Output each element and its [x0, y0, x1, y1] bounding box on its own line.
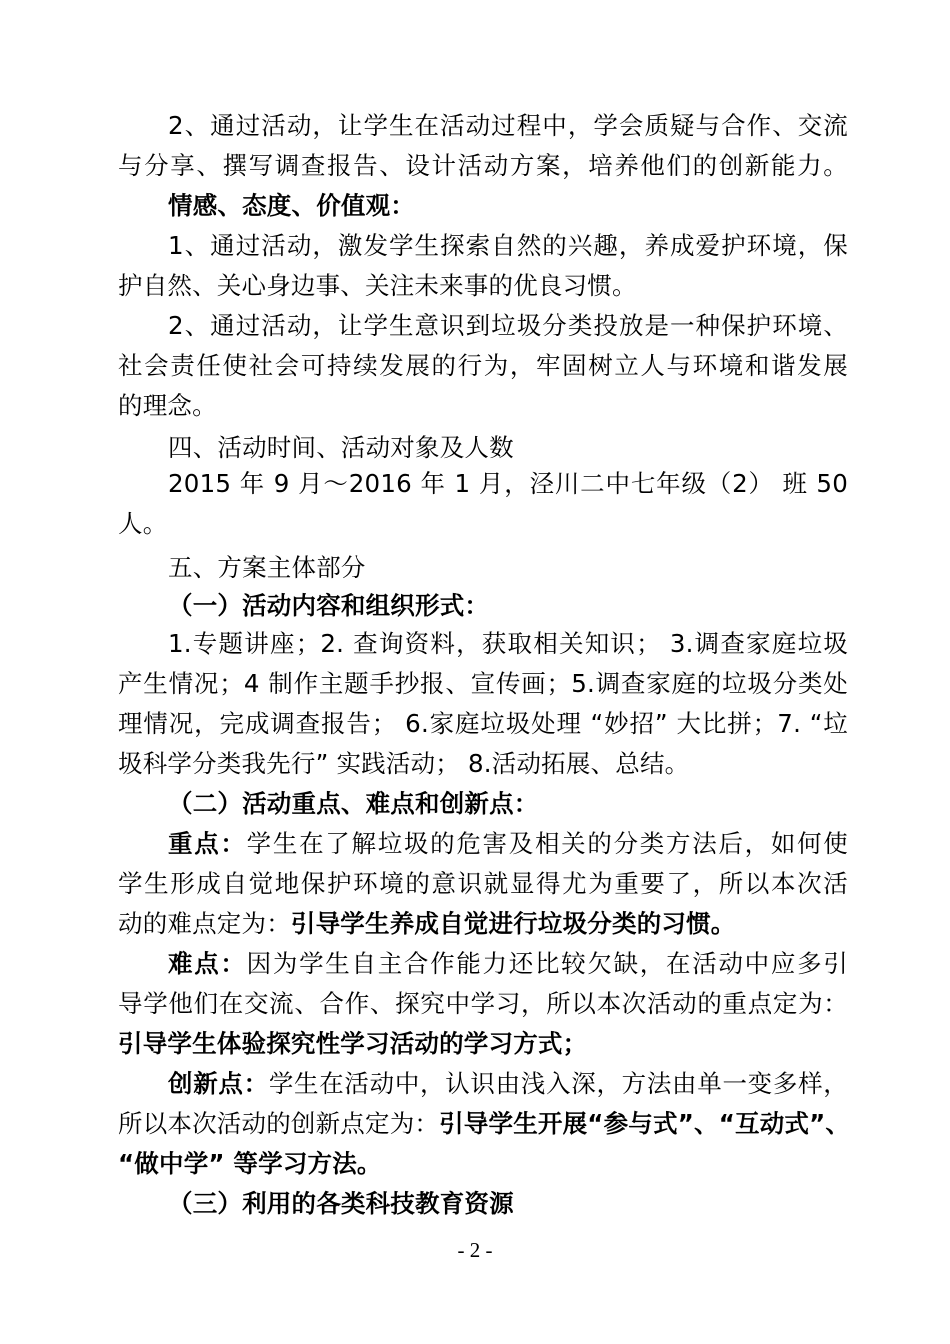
innovation-emphasis: 引导学生开展“参与式”、“互动式”、	[439, 1109, 851, 1138]
difficulty-emphasis: 引导学生养成自觉进行垃圾分类的习惯。	[290, 909, 736, 938]
paragraph-line: 引导学生体验探究性学习活动的学习方式；	[118, 1029, 588, 1058]
paragraph-line: 圾科学分类我先行” 实践活动； 8.活动拓展、总结。	[118, 749, 690, 778]
paragraph-line	[118, 904, 848, 944]
label-key-point: 重点：	[168, 829, 247, 858]
paragraph-line: 导学他们在交流、合作、探究中学习，所以本次活动的重点定为：	[118, 989, 848, 1018]
innovation-lead-text: 所以本次活动的创新点定为：	[118, 1109, 440, 1138]
paragraph-line: 社会责任使社会可持续发展的行为，牢固树立人与环境和谐发展	[118, 351, 848, 380]
subsection-heading: （三）利用的各类科技教育资源	[168, 1189, 514, 1218]
paragraph-line: 理情况，完成调查报告； 6.家庭垃圾处理 “妙招” 大比拼；7. “垃	[118, 709, 848, 738]
subsection-heading: （二）活动重点、难点和创新点：	[168, 789, 539, 818]
section-heading: 五、方案主体部分	[168, 553, 366, 582]
paragraph-line: 学生形成自觉地保护环境的意识就显得尤为重要了，所以本次活	[118, 869, 848, 898]
paragraph-line: 2、通过活动，让学生在活动过程中，学会质疑与合作、交流	[168, 111, 848, 140]
paragraph-line: 人。	[118, 509, 168, 538]
paragraph-line	[118, 1104, 851, 1144]
label-difficulty: 难点：	[168, 949, 247, 978]
paragraph-line	[168, 1064, 848, 1104]
page-number: - 2 -	[457, 1238, 493, 1262]
subsection-heading: （一）活动内容和组织形式：	[168, 591, 490, 620]
paragraph-line	[168, 824, 848, 864]
paragraph-line: 1.专题讲座；2. 查询资料，获取相关知识； 3.调查家庭垃圾	[168, 629, 848, 658]
paragraph-line: 1、通过活动，激发学生探索自然的兴趣，养成爱护环境，保	[168, 231, 848, 260]
label-innovation: 创新点：	[168, 1069, 269, 1098]
difficulty-text: 因为学生自主合作能力还比较欠缺，在活动中应多引	[246, 949, 848, 978]
section-heading: 情感、态度、价值观：	[168, 191, 415, 220]
difficulty-lead-text: 动的难点定为：	[118, 909, 291, 938]
paragraph-line	[168, 944, 848, 984]
paragraph-line: 与分享、撰写调查报告、设计活动方案，培养他们的创新能力。	[118, 151, 848, 180]
innovation-text: 学生在活动中，认识由浅入深，方法由单一变多样，	[268, 1069, 848, 1098]
key-point-text: 学生在了解垃圾的危害及相关的分类方法后，如何使	[246, 829, 848, 858]
paragraph-line: 的理念。	[118, 391, 217, 420]
paragraph-line: 2、通过活动，让学生意识到垃圾分类投放是一种保护环境、	[168, 311, 848, 340]
paragraph-line: 产生情况；4 制作主题手抄报、宣传画；5.调查家庭的垃圾分类处	[118, 669, 848, 698]
paragraph-line: 护自然、关心身边事、关注未来事的优良习惯。	[118, 271, 637, 300]
paragraph-line: “做中学” 等学习方法。	[118, 1149, 382, 1178]
paragraph-line: 2015 年 9 月～2016 年 1 月，泾川二中七年级（2） 班 50	[168, 469, 848, 498]
section-heading: 四、活动时间、活动对象及人数	[168, 433, 514, 462]
